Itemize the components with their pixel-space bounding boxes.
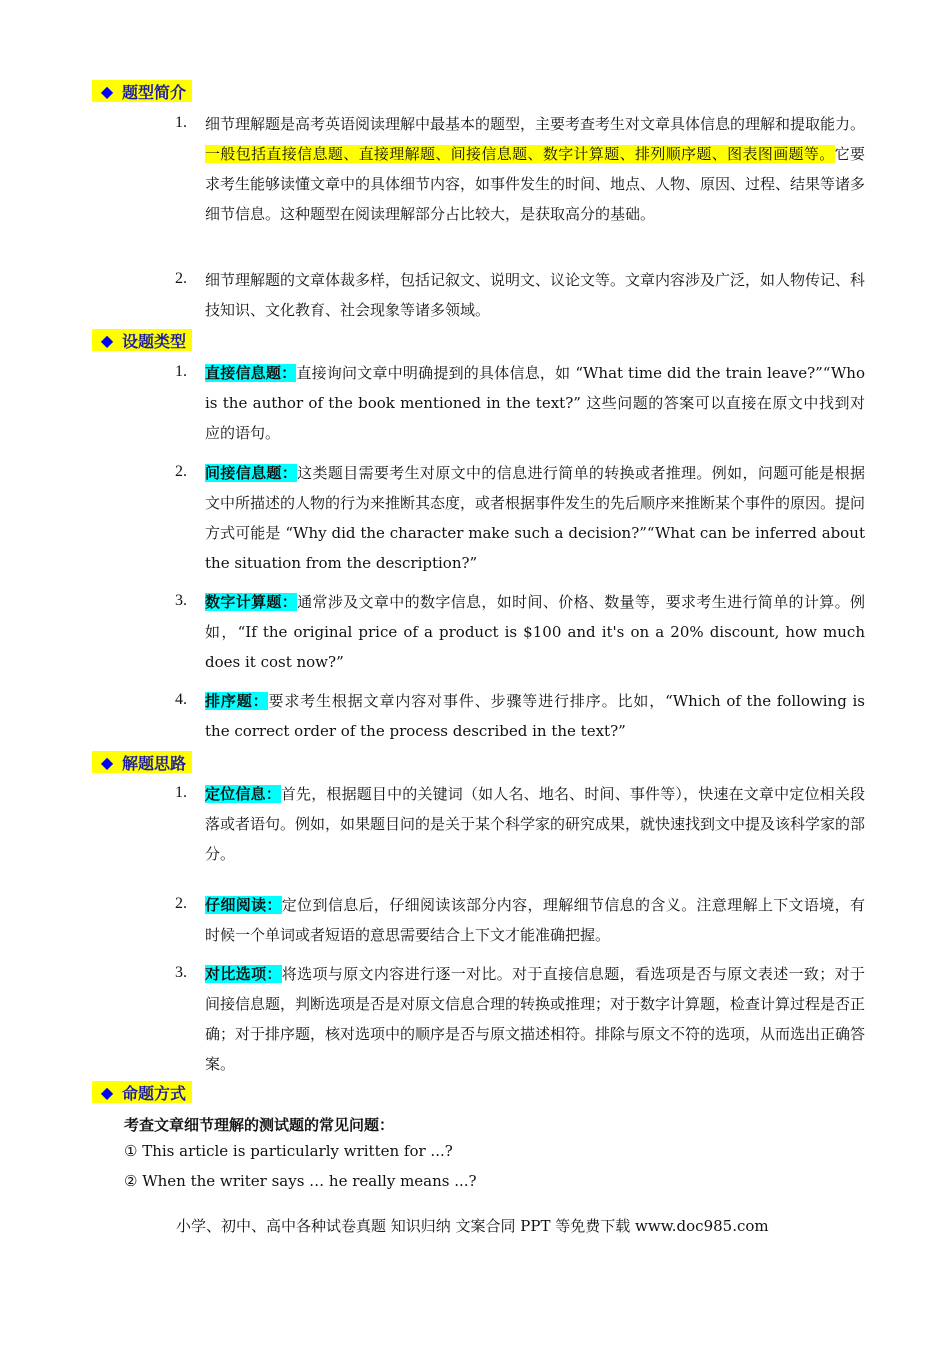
diamond-icon: ◆ [100,1082,114,1102]
item-body: 定位到信息后，仔细阅读该部分内容，理解细节信息的含义。注意理解上下文语境，有时候一个单词或者短语的意思需要结合上下文才能准确把握。 [205,896,865,944]
list-item [175,959,865,1079]
item-text-post: 它要求考生能够读懂文章中的具体细节内容，如事件发生的时间、地点、人物、原因、过程、结果等诸多细节信息。这种题型在阅读理解部分占比较大，是获取高分的基础。 [205,145,866,223]
item-number: 2. [175,270,187,287]
list-item [175,358,865,448]
diamond-icon: ◆ [100,752,114,772]
item-number: 1. [175,363,187,380]
item-label: 间接信息题： [205,464,298,482]
item-label: 定位信息： [205,785,281,803]
section-heading-method [92,1081,192,1103]
list-item [175,458,865,578]
section-heading-intro [92,80,192,102]
item-body: 首先，根据题目中的关键词（如人名、地名、时间、事件等），快速在文章中定位相关段落或者语句。例如，如果题目问的是关于某个科学家的研究成果，就快速找到文中提及该科学家的部分。 [205,785,866,863]
item-text [205,358,865,448]
page-footer: 小学、初中、高中各种试卷真题 知识归纳 文案合同 PPT 等免费下载 www.doc985.com [176,1217,769,1235]
item-body: 直接询问文章中明确提到的具体信息，如 “What time did the train leave?”“Who is the author of the book mentioned in the text?” 这些问题的答案可以直接在原文中找到对应的语句。 [205,364,865,442]
item-text: 细节理解题的文章体裁多样，包括记叙文、说明文、议论文等。文章内容涉及广泛，如人物传记、科技知识、文化教育、社会现象等诸多领域。 [205,271,866,319]
item-body: 通常涉及文章中的数字信息，如时间、价格、数量等，要求考生进行简单的计算。例如，“If the original price of a product is $100 and it's on a 20% discount, how much does it cost now?” [205,593,865,671]
diamond-icon: ◆ [100,330,114,350]
item-text [205,458,865,578]
section-title: 题型简介 [122,82,187,102]
item-text [205,890,865,950]
list-item [175,890,865,950]
section-title: 解题思路 [122,753,187,773]
item-number: 1. [175,784,187,801]
item-text-pre: 细节理解题是高考英语阅读理解中最基本的题型，主要考查考生对文章具体信息的理解和提取能力。 [205,115,866,133]
item-text [205,109,865,229]
item-number: 1. [175,114,187,131]
section-title: 设题类型 [122,331,187,351]
item-text [205,779,865,869]
item-text [205,587,865,677]
list-item [175,587,865,677]
item-number: 2. [175,895,187,912]
item-text [205,959,865,1079]
item-label: 直接信息题： [205,364,297,382]
item-number: 3. [175,592,187,609]
item-label: 排序题： [205,692,269,710]
list-item [175,686,865,746]
section-heading-approach [92,751,192,773]
section-heading-types [92,329,192,351]
list-item [175,265,865,325]
diamond-icon: ◆ [100,81,114,101]
question-item: ② When the writer says … he really means ...? [124,1172,477,1190]
item-text [205,686,865,746]
item-body: 将选项与原文内容进行逐一对比。对于直接信息题，看选项是否与原文表述一致；对于间接信息题，判断选项是否是对原文信息合理的转换或推理；对于数字计算题，检查计算过程是否正确；对于排序题，核对选项中的顺序是否与原文描述相符。排除与原文不符的选项，从而选出正确答案。 [205,965,866,1073]
item-label: 仔细阅读： [205,896,282,914]
list-item [175,779,865,869]
item-body: 要求考生根据文章内容对事件、步骤等进行排序。比如，“Which of the following is the correct order of the process described in the text?” [205,692,865,740]
list-item [175,109,865,229]
item-label: 数字计算题： [205,593,298,611]
item-number: 4. [175,691,187,708]
question-item: ① This article is particularly written for ...? [124,1142,453,1160]
item-number: 3. [175,964,187,981]
item-number: 2. [175,463,187,480]
section-title: 命题方式 [122,1083,187,1103]
highlighted-text: 一般包括直接信息题、直接理解题、间接信息题、数字计算题、排列顺序题、图表图画题等。 [205,145,835,163]
item-label: 对比选项： [205,965,282,983]
method-subtitle: 考查文章细节理解的测试题的常见问题： [124,1116,395,1134]
item-body: 这类题目需要考生对原文中的信息进行简单的转换或者推理。例如，问题可能是根据文中所描述的人物的行为来推断其态度，或者根据事件发生的先后顺序来推断某个事件的原因。提问方式可能是 “Why did the character make such a decision?”“What can be inferred about the situation from the description?” [205,464,866,572]
